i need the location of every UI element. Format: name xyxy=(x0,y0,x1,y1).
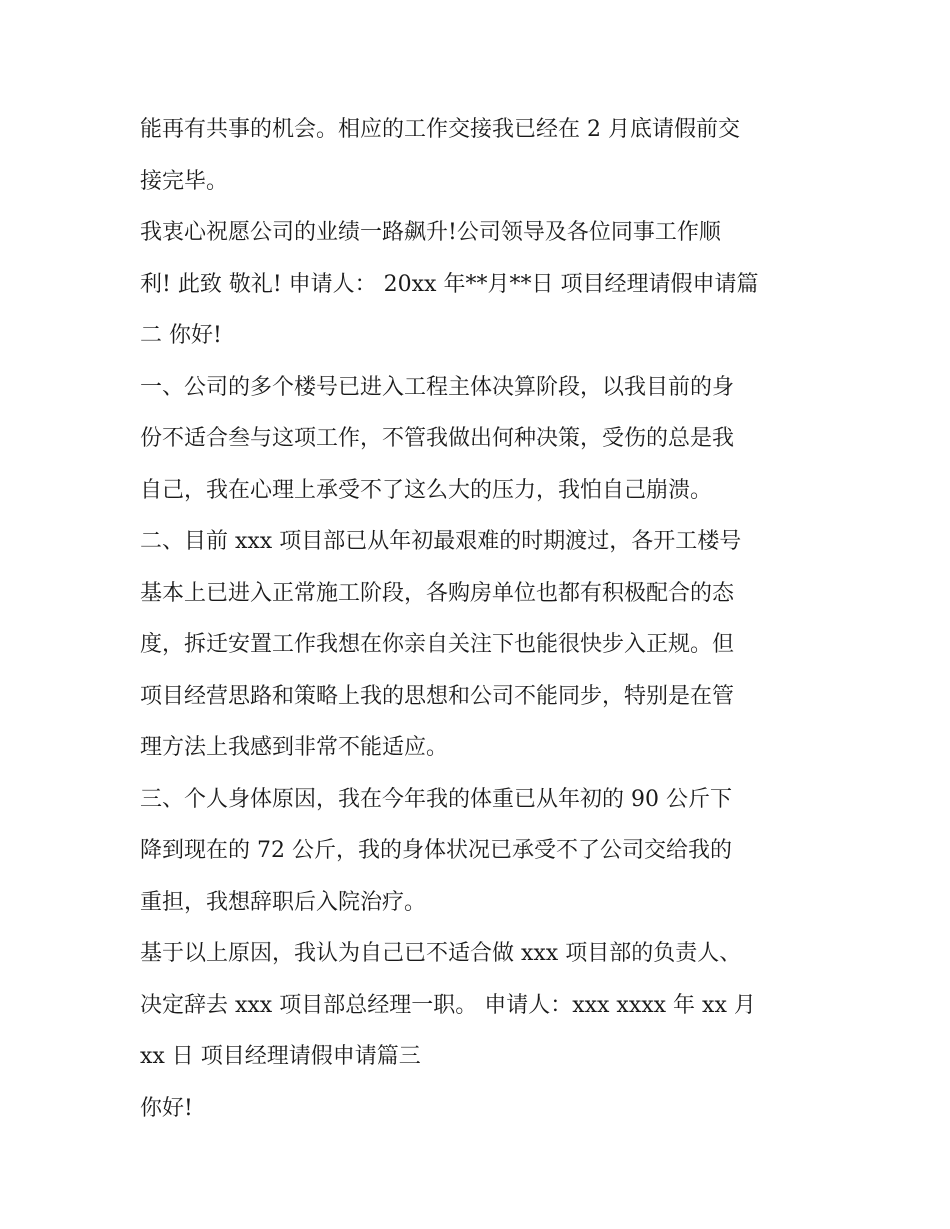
text-line: 三、个人身体原因，我在今年我的体重已从年初的 90 公斤下 xyxy=(140,786,732,812)
text-line: 接完毕。 xyxy=(140,168,229,194)
text-line: 降到现在的 72 公斤，我的身体状况已承受不了公司交给我的 xyxy=(140,838,732,863)
document-body xyxy=(140,104,820,1134)
text-line: xx 日 项目经理请假申请篇三 xyxy=(140,1044,421,1069)
text-line: 能再有共事的机会。相应的工作交接我已经在 2 月底请假前交 xyxy=(140,117,740,142)
text-line: 一、公司的多个楼号已进入工程主体决算阶段，以我目前的身 xyxy=(140,374,735,400)
text-line: 度，拆迁安置工作我想在你亲自关注下也能很快步入正规。但 xyxy=(140,632,735,657)
text-line: 二、目前 xxx 项目部已从年初最艰难的时期渡过，各开工楼号 xyxy=(140,529,742,554)
text-line: 自己，我在心理上承受不了这么大的压力，我怕自己崩溃。 xyxy=(140,477,713,503)
text-line: 理方法上我感到非常不能适应。 xyxy=(140,735,449,760)
text-line: 基于以上原因，我认为自己已不适合做 xxx 项目部的负责人、 xyxy=(140,941,742,966)
text-line: 我衷心祝愿公司的业绩一路飙升!公司领导及各位同事工作顺 xyxy=(140,220,721,245)
text-line: 基本上已进入正常施工阶段，各购房单位也都有积极配合的态 xyxy=(140,580,735,606)
text-line: 决定辞去 xxx 项目部总经理一职。 申请人：xxx xxxx 年 xx 月 xyxy=(140,992,756,1018)
text-line: 份不适合叁与这项工作，不管我做出何种决策，受伤的总是我 xyxy=(140,426,735,451)
text-line: 项目经营思路和策略上我的思想和公司不能同步，特别是在管 xyxy=(140,683,735,709)
text-line: 你好! xyxy=(140,1095,193,1121)
text-line: 重担，我想辞职后入院治疗。 xyxy=(140,889,427,915)
text-line: 利! 此致 敬礼! 申请人： 20xx 年**月**日 项目经理请假申请篇 xyxy=(140,271,759,297)
text-line: 二 你好! xyxy=(140,323,222,348)
